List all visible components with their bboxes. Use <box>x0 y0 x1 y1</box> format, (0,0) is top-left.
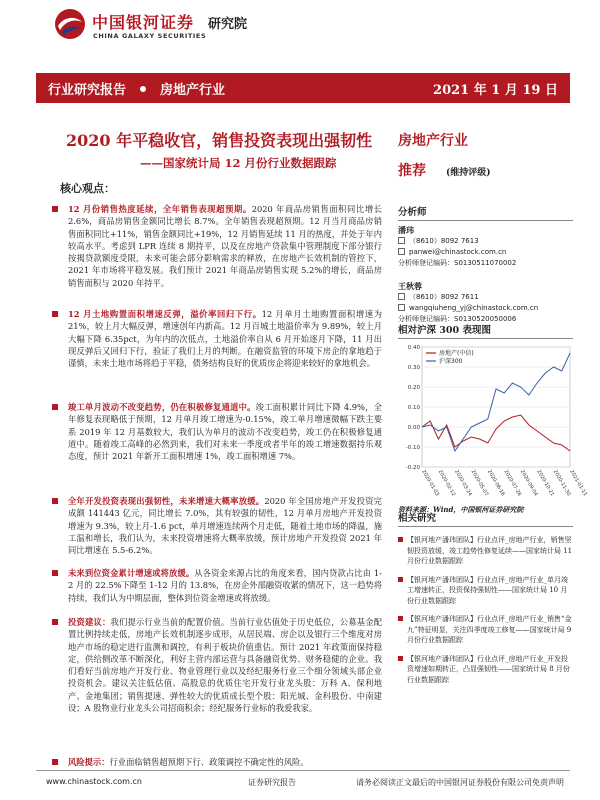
square-bullet-icon <box>398 656 403 661</box>
y-tick-label: 0.00 <box>407 425 420 431</box>
email-icon <box>398 248 405 255</box>
related-item-text: 【银河地产潘玮团队】行业点评_房地产行业_开发投资增速如期转正，凸显强韧性——国家统计局 8 月份行业数据跟踪 <box>407 654 570 684</box>
y-tick-label: 0.10 <box>407 405 420 411</box>
bullet-point <box>46 401 382 489</box>
square-bullet-icon <box>398 577 403 582</box>
series-line <box>422 353 570 451</box>
y-tick-label: 0.30 <box>407 365 420 371</box>
square-bullet-icon <box>398 616 403 621</box>
related-item[interactable] <box>398 614 573 646</box>
bullet-text: 从各资金来源占比的角度来看，国内贷款占比由 1-2 月的 22.5%下降至 1-12 月的 13.8%，在房企外部融资收紧的情况下，这一趋势将持续，我们认为中期层面，整体到位资金增速或将放缓。 <box>68 568 382 603</box>
x-tick-label: 2020-07-28 <box>502 469 523 498</box>
related-item-text: 【银河地产潘玮团队】行业点评_房地产行业_单月竣工增速转正，投资保持强韧性——国家统计局 10 月份行业数据跟踪 <box>407 575 568 605</box>
footer-doc-type: 证券研究报告 <box>248 778 296 787</box>
related-item[interactable] <box>398 535 573 567</box>
sidebar <box>398 130 573 325</box>
analyst-block <box>398 281 573 325</box>
bullet-point <box>46 308 382 395</box>
phone-icon <box>398 293 405 300</box>
x-tick-label: 2021-01-11 <box>568 469 588 498</box>
bullet-text: 12 月单月土地购置面积增速为 21%，较上月大幅反弹，增速创年内新高。12 月百城土地溢价率为 9.89%，较上月大幅下降 6.35pct，为年内的次低点，土地溢价率自从 6 月开始逐月下降，11 月出现反弹后又回归下行，验证了我们上月的判断。在融资监管的环境下房企的拿地趋于谨慎，未来土地市场将趋于平稳，债务结构良好的优质房企将迎来较好的拿地机会。 <box>68 309 383 369</box>
email-icon <box>398 304 405 311</box>
bullet-text: 我们提示行业当前的配置价值。当前行业估值处于历史低位，公募基金配置比例持续走低，房地产长效机制逐步成形，从居民端、房企以及银行三个维度对房地产市场的稳定进行监测和调控，有利于板块价值重估。预计 2021 年政策面保持稳定，供给侧改革不断深化，利好主营内部运营与具备融资优势、财务稳健的企业。我们看好当前房地产开发行业、物业管理行业以及经纪服务行业三个细分领域头部企业投资机会。建议关注低估值、高股息的优质住宅开发行业龙头股：万科 A、保利地产、金地集团；销售提速、弹性较大的优质成长型个股：阳光城、金科股份、中南建设；A 股物业行业龙头公司招商积余；经纪服务行业标的我爱我家。 <box>68 617 382 714</box>
bullet-point <box>46 567 382 610</box>
bullet-text: 行业面临销售超预期下行、政策调控不确定性的风险。 <box>109 757 309 767</box>
galaxy-logo-icon <box>54 8 86 40</box>
square-bullet-icon <box>52 570 58 576</box>
x-tick-label: 2020-11-30 <box>551 469 572 498</box>
bullet-point <box>46 616 382 750</box>
footer-disclaimer: 请务必阅读正文最后的中国银河证券股份有限公司免责声明 <box>356 778 564 787</box>
bullet-text: 2020 年商品房销售面积同比增长 2.6%，商品房销售金额同比增长 8.7%。全年销售表现超预期。12 月当月商品房销售面积同比+11%，销售金额同比+19%，12 月销售延续 11 月的热度，并处于年内较高水平。考虑到 LPR 连续 8 期持平，以及在房地产贷款集中管理制度下部分银行按揭贷款额度受限，未来可能会部分影响需求的释放，在房地产长效机制的管控下，2021 年市场将平稳发展。我们预计 2021 年商品房销售实现 5.2%的增长，商品房销售面积与 2020 年持平。 <box>68 204 382 288</box>
square-bullet-icon <box>52 206 58 212</box>
y-tick-label: 0.40 <box>407 345 420 351</box>
institute-name: 研究院 <box>208 17 248 32</box>
analyst-cert: 分析师登记编码：S0130511070002 <box>398 259 517 267</box>
report-subtitle: ——国家统计局 12 月份行业数据跟踪 <box>140 156 337 170</box>
related-item-text: 【银河地产潘玮团队】行业点评_房地产行业，销售坚韧投资放缓，竣工趋势性修复延续——国家统计局 11 月份行业数据跟踪 <box>407 536 573 565</box>
square-bullet-icon <box>398 537 403 542</box>
x-tick-label: 2020-02-12 <box>436 469 457 498</box>
report-type: 行业研究报告 <box>48 83 127 98</box>
related-item[interactable] <box>398 654 573 686</box>
bullet-heading: 未来到位资金累计增速或将放缓。 <box>68 568 195 578</box>
y-tick-label: 0.20 <box>407 385 420 391</box>
related-research <box>398 510 573 685</box>
chart-svg <box>398 339 588 499</box>
sidebar-sector: 房地产行业 <box>398 133 468 149</box>
related-item[interactable] <box>398 575 573 607</box>
square-bullet-icon <box>52 498 58 504</box>
chart-title: 相对沪深 300 表现图 <box>398 322 573 339</box>
analysts-title: 分析师 <box>398 204 573 221</box>
y-tick-label: -0.10 <box>405 445 420 451</box>
rating <box>398 160 573 180</box>
page-header <box>0 0 600 60</box>
analyst-cert: 分析师登记编码：S0130520050006 <box>398 315 517 323</box>
square-bullet-icon <box>52 404 58 410</box>
square-bullet-icon <box>52 619 58 625</box>
analyst-name: 王秋蓉 <box>398 281 422 291</box>
core-views <box>46 203 382 776</box>
series-line <box>422 415 570 451</box>
bullet-point <box>46 203 382 302</box>
bullet-heading: 全年开发投资表现出强韧性，未来增速大概率放缓。 <box>68 496 265 506</box>
x-tick-label: 2020-06-16 <box>486 469 506 498</box>
related-item-text: 【银河地产潘玮团队】行业点评_房地产行业_销售“金九”特征明显，关注四季度竣工修复——国家统计局 9 月份行业数据跟踪 <box>407 615 572 644</box>
x-tick-label: 2020-09-04 <box>518 469 539 498</box>
analyst-phone: （8610）8092 7611 <box>409 293 479 301</box>
x-tick-label: 2020-01-03 <box>420 469 440 498</box>
bullet-point <box>46 756 382 770</box>
y-tick-label: -0.20 <box>405 465 420 471</box>
related-title: 相关研究 <box>398 510 573 527</box>
bullet-dot-icon <box>140 86 146 92</box>
report-header-bar <box>36 73 570 103</box>
rating-value: 推荐 <box>398 163 426 179</box>
analyst-phone: （8610）8092 7613 <box>409 237 479 245</box>
bullet-text: 竣工面积累计同比下降 4.9%，全年修复表现略低于预期，12 月单月竣工增速为-0.15%，竣工单月增速微幅下跌主要系 2019 年 12 月基数较大，我们认为单月的波动不改变趋势，竣工仍在积极修复通道中。随着竣工高峰的必然到来，我们对未来一季度或者半年的竣工增速数据持乐观态度，预计 2021 年新开工面积增速 1%，竣工面积增速 7%。 <box>68 402 382 462</box>
report-sector: 房地产行业 <box>160 83 226 98</box>
square-bullet-icon <box>52 311 58 317</box>
rating-status: (维持评级) <box>446 168 491 178</box>
x-tick-label: 2020-03-24 <box>453 469 473 498</box>
company-name-cn: 中国银河证券 <box>92 13 195 32</box>
footer-url[interactable]: www.chinastock.com.cn <box>46 777 142 786</box>
report-title: 2020 年平稳收官，销售投资表现出强韧性 <box>66 131 373 150</box>
chart-source: 资料来源：Wind，中国银河证券研究院 <box>398 505 524 514</box>
legend-entry: 沪深300 <box>439 358 463 365</box>
bullet-text: 2020 年全国房地产开发投资完成额 141443 亿元，同比增长 7.0%，其有较强的韧性，12 月单月房地产开发投资增速为 9.3%，较上月-1.6 pct，单月增速连续两个月走低，随着土地市场的降温，施工温和增长，我们认为，未来投资增速将大概率放缓，预计房地产开发投资 2021 年同比增速在 5.5-6.2%。 <box>68 496 382 556</box>
analyst-name: 潘玮 <box>398 225 414 235</box>
analyst-email[interactable]: panwei@chinastock.com.cn <box>409 248 507 256</box>
analyst-block <box>398 225 573 269</box>
page-footer <box>36 770 570 787</box>
bullet-heading: 12 月土地购置面积增速反弹，溢价率回归下行。 <box>68 309 262 319</box>
legend-entry: 房地产(中信) <box>439 350 474 357</box>
core-views-label: 核心观点： <box>60 182 115 195</box>
company-name-en: CHINA GALAXY SECURITIES <box>93 32 207 40</box>
report-date: 2021 年 1 月 19 日 <box>433 83 558 98</box>
x-tick-label: 2020-05-07 <box>469 469 490 498</box>
bullet-heading: 12 月份销售热度延续，全年销售表现超预期。 <box>68 204 252 214</box>
analyst-email[interactable]: wangqiuheng_yj@chinastock.com.cn <box>409 304 539 312</box>
phone-icon <box>398 237 405 244</box>
bullet-heading: 竣工单月波动不改变趋势，仍在积极修复通道中。 <box>68 402 256 412</box>
square-bullet-icon <box>52 759 58 765</box>
relative-performance-chart <box>398 322 588 515</box>
x-tick-label: 2020-10-21 <box>535 469 556 498</box>
bullet-point <box>46 495 382 561</box>
bullet-heading: 投资建议： <box>68 617 111 627</box>
bullet-heading: 风险提示： <box>68 757 110 767</box>
